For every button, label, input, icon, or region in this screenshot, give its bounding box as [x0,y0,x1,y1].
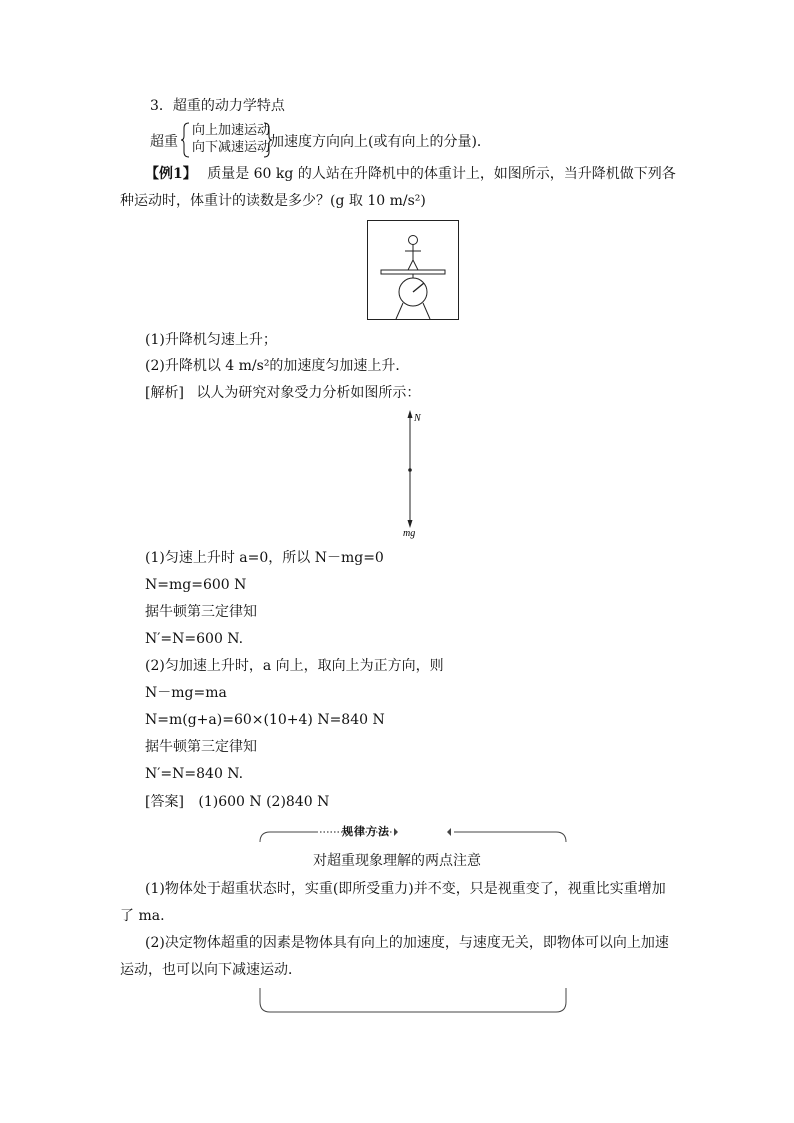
elevator-scale-figure [367,220,459,320]
analysis-line-3: 据牛顿第三定律知 [145,604,257,620]
force-label-n: N [414,413,421,424]
section-heading: 3．超重的动力学特点 [150,98,285,114]
example-text-2: 种运动时，体重计的读数是多少？(g 取 10 m/s²) [120,193,426,209]
method-point-1b: 了 ma. [120,908,165,924]
analysis-line-5: (2)匀加速上升时，a 向上，取向上为正方向，则 [145,658,444,674]
analysis-line-8: 据牛顿第三定律知 [145,739,257,755]
question-2: (2)升降机以 4 m/s²的加速度匀加速上升． [145,358,410,374]
question-1: (1)升降机匀速上升； [145,332,277,348]
method-box-top-border [258,822,568,844]
analysis-line-1: (1)匀速上升时 a=0，所以 N－mg=0 [145,550,384,566]
brace-lead: 超重 [150,134,178,150]
analysis-line-7: N=m(g+a)=60×(10+4) N=840 N [145,712,385,728]
brace-item-1: 向上加速运动 [192,123,271,138]
example-text-1: 质量是 60 kg 的人站在升降机中的体重计上，如图所示，当升降机做下列各 [207,166,676,182]
force-label-mg: mg [403,528,416,539]
answer-text: (1)600 N (2)840 N [198,794,330,810]
method-point-2a: (2)决定物体超重的因素是物体具有向上的加速度，与速度无关，即物体可以向上加速 [145,935,669,951]
example-tag: 【例1】 [145,166,197,182]
analysis-line-4: N′=N=600 N. [145,631,244,647]
analysis-line-2: N=mg=600 N [145,577,247,593]
brace-tail: 加速度方向向上(或有向上的分量)． [270,134,491,150]
method-box-title: 对超重现象理解的两点注意 [313,853,481,869]
force-diagram [395,408,435,538]
analysis-tag: [解析] [145,385,184,401]
answer-tag: [答案] [145,794,184,810]
method-point-2b: 运动，也可以向下减速运动． [120,962,302,978]
analysis-line-6: N－mg=ma [145,685,227,701]
analysis-line-9: N′=N=840 N. [145,766,244,782]
method-box-label: 规律方法 [342,825,390,838]
method-box-bottom-border [258,986,568,1014]
brace-item-2: 向下减速运动 [192,140,271,155]
analysis-text: 以人为研究对象受力分析如图所示： [196,385,421,401]
method-point-1a: (1)物体处于超重状态时，实重(即所受重力)并不变，只是视重变了，视重比实重增加 [145,881,666,897]
left-brace-icon [181,122,191,158]
